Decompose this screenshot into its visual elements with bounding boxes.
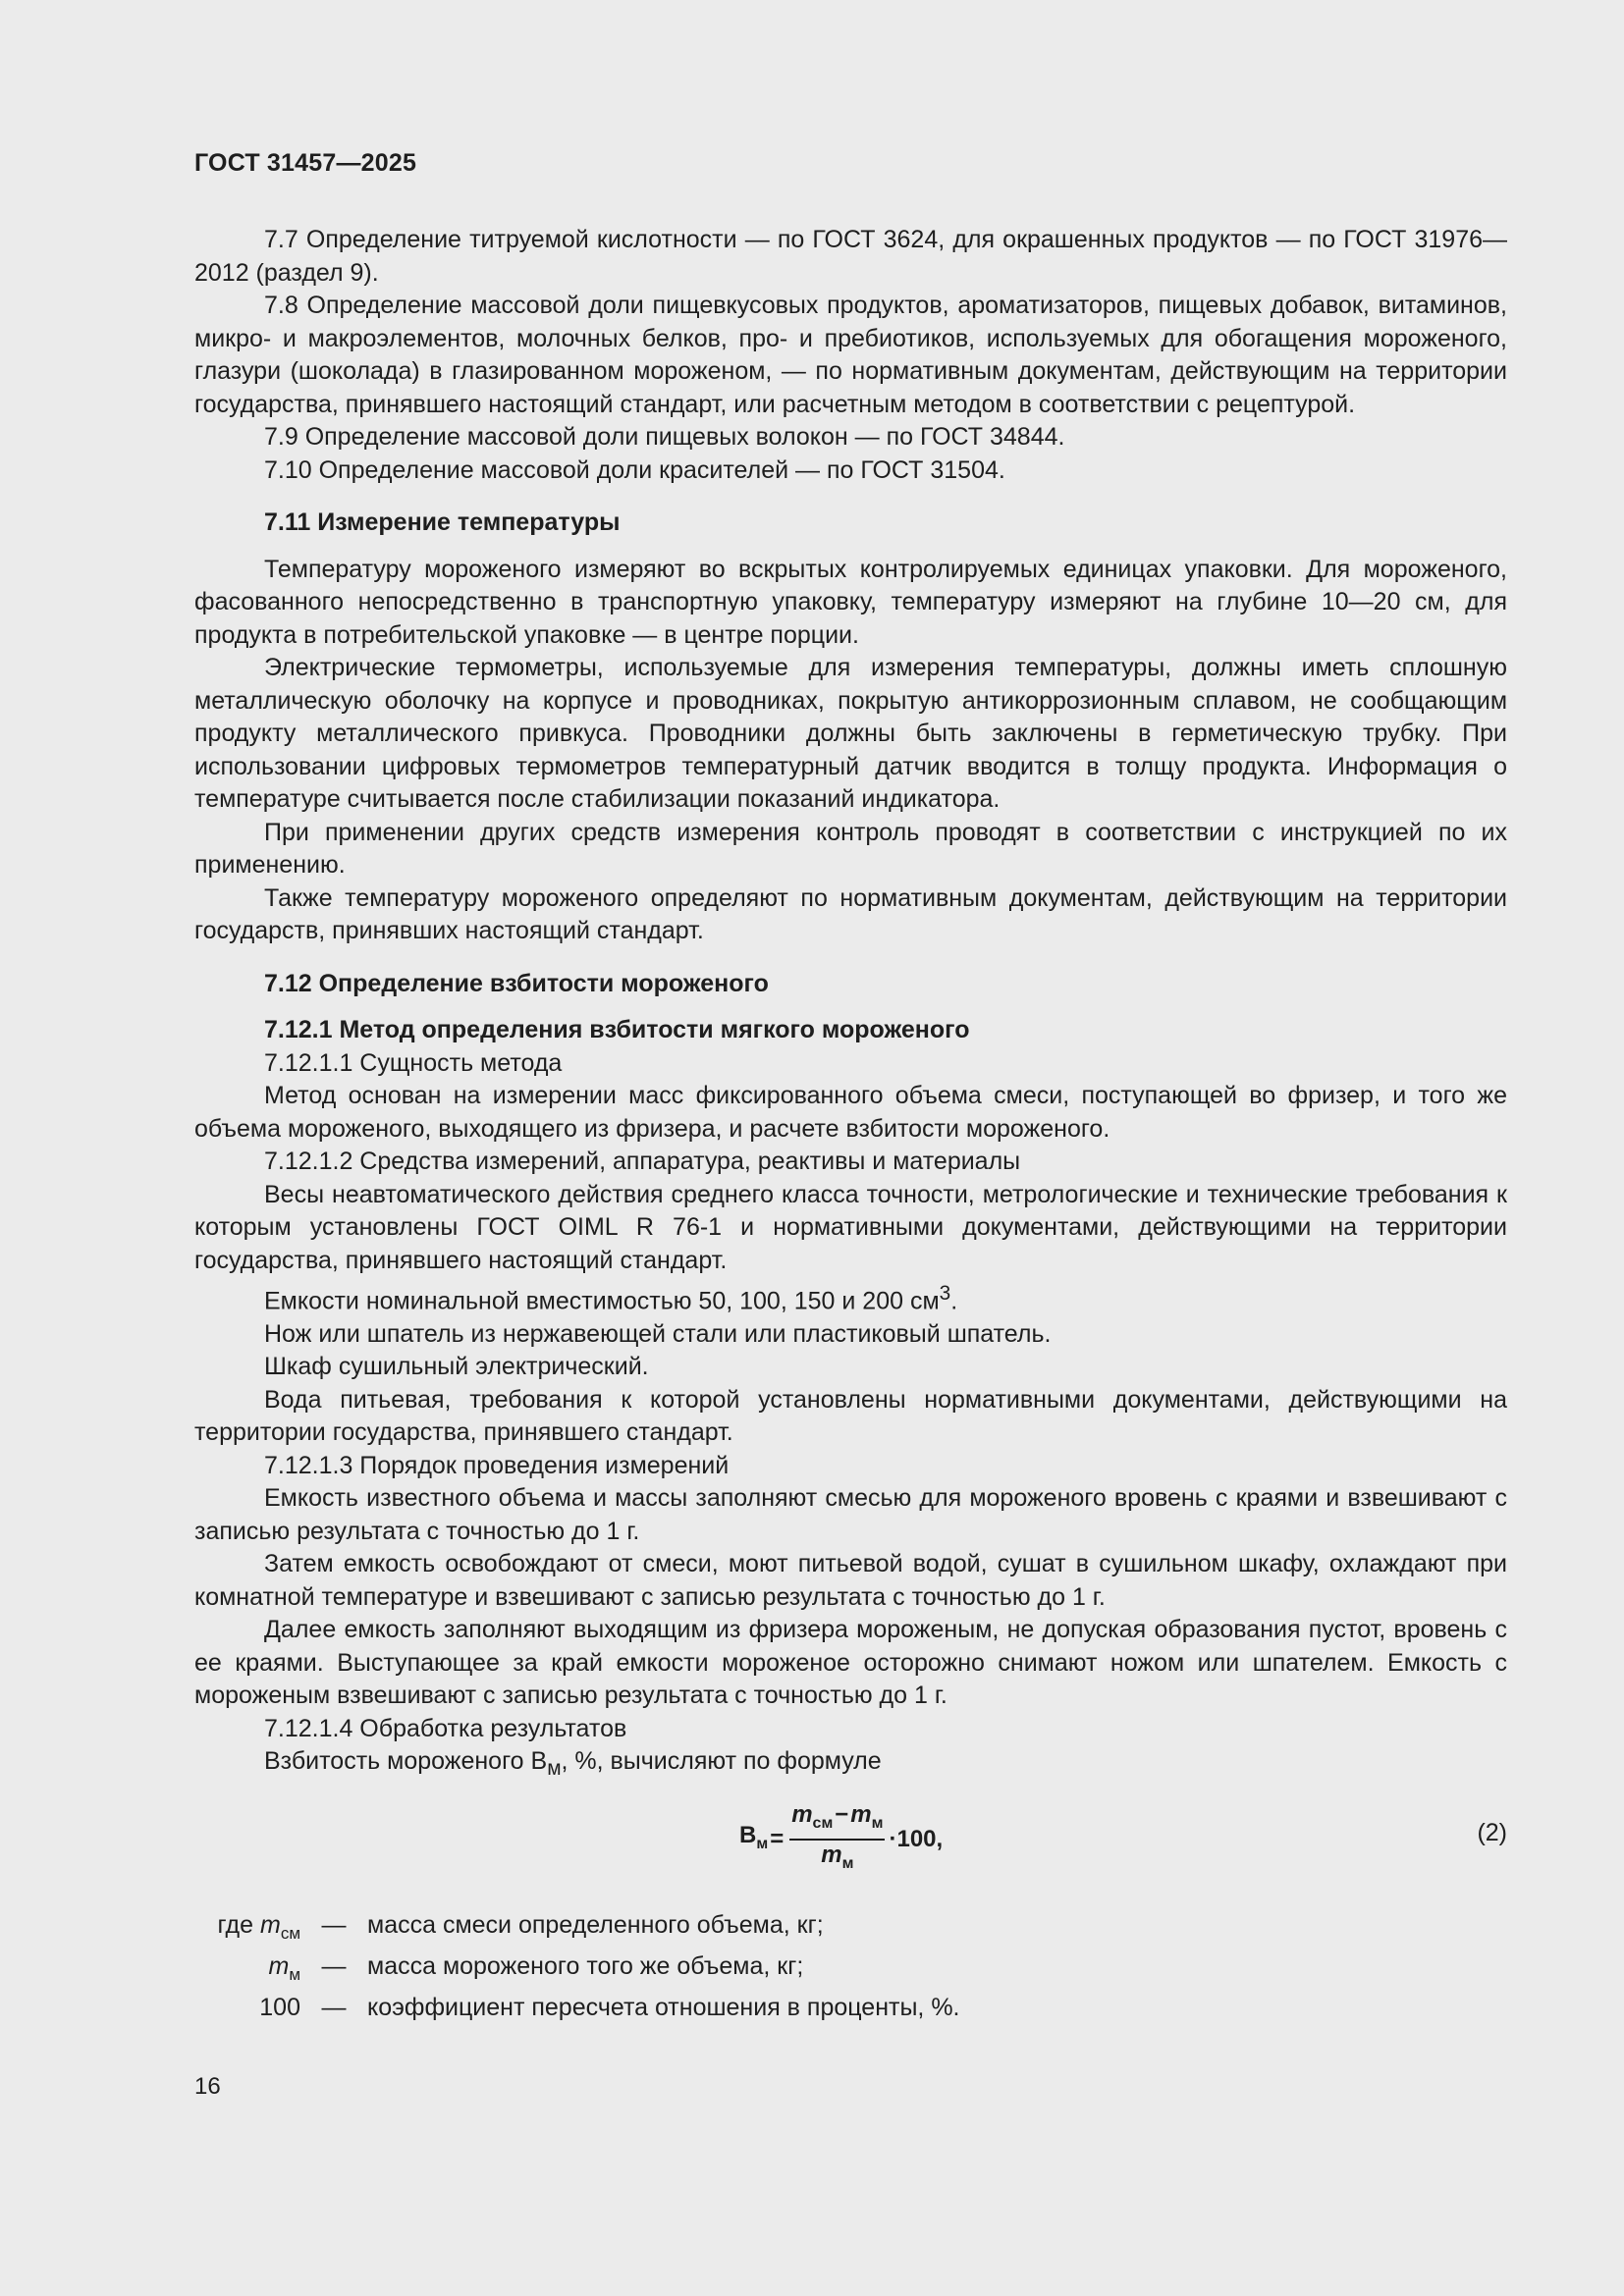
formula-fraction [789,1801,885,1879]
heading-7-12-1: 7.12.1 Метод определения взбитости мягкого мороженого [264,1016,970,1043]
paragraph-7-12-1-3-a: Емкость известного объема и массы заполняют смесью для мороженого вровень с краями и взвешивают с записью результата с точностью до 1 г. [194,1484,1507,1545]
formula-lhs: $В_м$ [739,1821,769,1852]
legend-symbol: где $m_{см}$ [217,1910,300,1943]
paragraph-7-10: 7.10 Определение массовой доли красителей — по ГОСТ 31504. [264,455,1005,484]
page-number: 16 [194,2073,221,2100]
legend-dash: — [321,1910,347,1939]
overrun-text-end: , %, вычисляют по формуле [561,1747,882,1776]
paragraph-7-12-1-2-e: Вода питьевая, требования к которой установлены нормативными документами, действующими на территории государства, принявшего стандарт. [194,1385,1507,1447]
paragraph-7-9: 7.9 Определение массовой доли пищевых волокон — по ГОСТ 34844. [264,423,1065,451]
overrun-subscript: м [547,1757,562,1781]
legend-symbol: 100 [259,1993,300,2021]
legend-row [194,1909,1507,1950]
legend-description: масса смеси определенного объема, кг; [367,1910,824,1939]
paragraph-7-12-1-3: 7.12.1.3 Порядок проведения измерений [264,1451,730,1479]
formula-block [194,1795,1507,1884]
paragraph-7-11-c: При применении других средств измерения контроль проводят в соответствии с инструкцией по их применению. [194,818,1507,879]
formula-tail: ·100, [889,1826,944,1853]
heading-7-11: 7.11 Измерение температуры [264,508,621,536]
formula-number: (2) [1477,1818,1507,1846]
containers-end: . [950,1287,958,1315]
legend-row [194,1950,1507,1992]
paragraph-7-12-1-1: 7.12.1.1 Сущность метода [264,1048,563,1077]
formula-denominator: $m_м$ [821,1841,854,1872]
legend-row [194,1992,1507,2033]
paragraph-7-12-1-2-d: Шкаф сушильный электрический. [264,1353,649,1381]
formula-numerator: $m_{см}-m_м$ [789,1801,885,1841]
paragraph-7-11-d: Также температуру мороженого определяют по нормативным документам, действующим на территории государств, принявших настоящий стандарт. [194,883,1507,944]
legend-dash: — [321,1993,347,2021]
paragraph-7-12-1-2-b [194,1277,1507,1318]
paragraph-7-12-1-4-a [194,1745,1507,1786]
document-body [194,224,1507,2033]
paragraph-7-12-1-3-c: Далее емкость заполняют выходящим из фризера мороженым, не допуская образования пустот, вровень с ее краями. Выступающее за край емкости мороженое осторожно снимают ножом или шпателем. Емкость с мороженым взвешивают с записью результата с точностью до 1 г. [194,1616,1507,1710]
containers-text: Емкости номинальной вместимостью 50, 100, 150 и 200 см [264,1287,940,1315]
formula-equals: = [770,1826,785,1853]
paragraph-7-12-1-1-a: Метод основан на измерении масс фиксированного объема смеси, поступающей во фризер, и того же объема мороженого, выходящего из фризера, и расчете взбитости мороженого. [194,1082,1507,1143]
overrun-formula [739,1801,943,1879]
paragraph-7-7: 7.7 Определение титруемой кислотности — по ГОСТ 3624, для окрашенных продуктов — по ГОСТ 31976—2012 (раздел 9). [194,226,1507,287]
paragraph-7-12-1-3-b: Затем емкость освобождают от смеси, моют питьевой водой, сушат в сушильном шкафу, охлаждают при комнатной температуре и взвешивают с записью результата с точностью до 1 г. [194,1550,1507,1611]
document-code: ГОСТ 31457—2025 [194,149,417,177]
legend-description: масса мороженого того же объема, кг; [367,1951,804,1980]
paragraph-7-12-1-2-c: Нож или шпатель из нержавеющей стали или пластиковый шпатель. [264,1319,1052,1348]
paragraph-7-8: 7.8 Определение массовой доли пищевкусовых продуктов, ароматизаторов, пищевых добавок, витаминов, микро- и макроэлементов, молочных белков, про- и пребиотиков, используемых для обогащения мороженого, глазури (шоколада) в глазированном мороженом, — по нормативным документам, действующим на территории государства, принявшего настоящий стандарт, или расчетным методом в соответствии с рецептурой. [194,292,1507,418]
cubic-superscript: 3 [939,1282,951,1305]
paragraph-7-12-1-4: 7.12.1.4 Обработка результатов [264,1714,627,1742]
paragraph-7-11-a: Температуру мороженого измеряют во вскрытых контролируемых единицах упаковки. Для мороженого, фасованного непосредственно в транспортную упаковку, температуру измеряют на глубине 10—20 см, для продукта в потребительской упаковке — в центре порции. [194,555,1507,649]
legend-dash: — [321,1951,347,1980]
paragraph-7-12-1-2-a: Весы неавтоматического действия среднего класса точности, метрологические и технические требования к которым установлены ГОСТ OIML R 76-1 и нормативными документами, действующими на территории государства, принявшего настоящий стандарт. [194,1180,1507,1274]
formula-legend [194,1909,1507,2033]
heading-7-12: 7.12 Определение взбитости мороженого [264,969,769,997]
paragraph-7-12-1-2: 7.12.1.2 Средства измерений, аппаратура, реактивы и материалы [264,1148,1021,1175]
legend-symbol: $m_м$ [268,1951,300,1984]
overrun-text: Взбитость мороженого В [264,1747,548,1776]
legend-description: коэффициент пересчета отношения в проценты, %. [367,1993,960,2021]
paragraph-7-11-b: Электрические термометры, используемые для измерения температуры, должны иметь сплошную металлическую оболочку на корпусе и проводниках, покрытую антикоррозионным сплавом, не сообщающим продукту металлического привкуса. Проводники должны быть заключены в герметическую трубку. При использовании цифровых термометров температурный датчик вводится в толщу продукта. Информация о температуре считывается после стабилизации показаний индикатора. [194,654,1507,813]
